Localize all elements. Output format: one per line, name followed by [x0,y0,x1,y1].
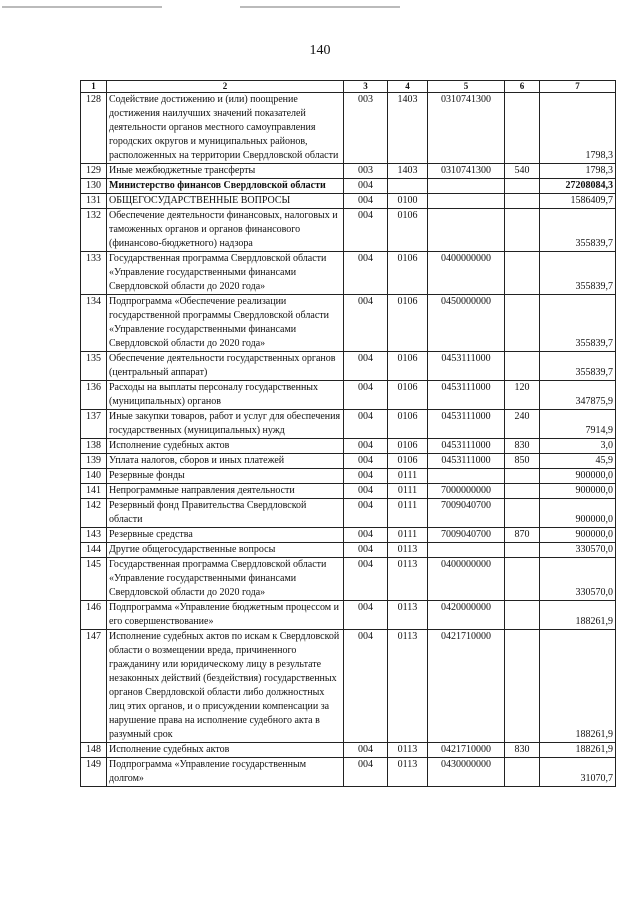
row-target-code: 0453111000 [428,410,505,439]
row-target-code: 0453111000 [428,381,505,410]
row-name: Подпрограмма «Управление бюджетным процессом и его совершенствование» [107,601,344,630]
header-col-1: 1 [81,81,107,93]
row-number: 134 [81,295,107,352]
row-section-code: 0106 [388,454,428,469]
row-number: 130 [81,179,107,194]
table-row [81,758,616,787]
row-expense-type [505,252,540,295]
row-name: Исполнение судебных актов [107,743,344,758]
row-number: 138 [81,439,107,454]
table-row [81,743,616,758]
row-ved-code: 004 [344,630,388,743]
row-expense-type [505,484,540,499]
row-section-code: 0111 [388,528,428,543]
row-ved-code: 004 [344,543,388,558]
row-expense-type [505,558,540,601]
row-ved-code: 004 [344,743,388,758]
row-amount: 188261,9 [540,743,616,758]
row-section-code: 1403 [388,93,428,164]
row-amount: 900000,0 [540,528,616,543]
row-amount: 27208084,3 [540,179,616,194]
row-name: Содействие достижению и (или) поощрение достижения наилучших значений показателей деятельности органов местного самоуправления городских округов и муниципальных районов, расположенных на территории Свердловской области [107,93,344,164]
row-amount: 188261,9 [540,601,616,630]
row-amount: 900000,0 [540,469,616,484]
row-name: Обеспечение деятельности финансовых, налоговых и таможенных органов и органов финансового (финансово-бюджетного) надзора [107,209,344,252]
row-name: Государственная программа Свердловской области «Управление государственными финансами Свердловской области до 2020 года» [107,558,344,601]
row-amount: 45,9 [540,454,616,469]
row-amount: 31070,7 [540,758,616,787]
row-amount: 1586409,7 [540,194,616,209]
row-amount: 1798,3 [540,93,616,164]
row-ved-code: 004 [344,454,388,469]
row-number: 143 [81,528,107,543]
row-section-code: 0113 [388,758,428,787]
row-number: 136 [81,381,107,410]
row-target-code: 7000000000 [428,484,505,499]
table-row [81,179,616,194]
row-name: Расходы на выплаты персоналу государственных (муниципальных) органов [107,381,344,410]
row-number: 146 [81,601,107,630]
row-ved-code: 004 [344,410,388,439]
row-ved-code: 004 [344,252,388,295]
table-header-row [81,81,616,93]
row-ved-code: 004 [344,528,388,543]
row-name: Другие общегосударственные вопросы [107,543,344,558]
row-number: 142 [81,499,107,528]
row-name: Исполнение судебных актов по искам к Свердловской области о возмещении вреда, причиненного гражданину или юридическому лицу в результате незаконных действий (бездействия) государственных органов Свердловской области либо должностных лиц этих органов, и о присуждении компенсации за нарушение права на исполнение судебного акта в разумный срок [107,630,344,743]
row-amount: 900000,0 [540,484,616,499]
header-col-5: 5 [428,81,505,93]
row-expense-type [505,194,540,209]
table-row [81,543,616,558]
row-target-code: 0310741300 [428,93,505,164]
row-expense-type [505,601,540,630]
row-amount: 355839,7 [540,295,616,352]
row-expense-type: 120 [505,381,540,410]
row-number: 145 [81,558,107,601]
row-ved-code: 004 [344,469,388,484]
row-expense-type: 830 [505,743,540,758]
row-section-code: 0113 [388,630,428,743]
row-amount: 900000,0 [540,499,616,528]
row-name: Подпрограмма «Обеспечение реализации государственной программы Свердловской области «Управление государственными финансами Свердловской области до 2020 года» [107,295,344,352]
row-expense-type [505,295,540,352]
row-name: Резервные фонды [107,469,344,484]
row-expense-type: 850 [505,454,540,469]
row-target-code: 0421710000 [428,743,505,758]
row-target-code [428,209,505,252]
row-ved-code: 004 [344,194,388,209]
row-name: Подпрограмма «Управление государственным долгом» [107,758,344,787]
row-expense-type: 240 [505,410,540,439]
row-expense-type [505,93,540,164]
row-name: Уплата налогов, сборов и иных платежей [107,454,344,469]
row-section-code: 0106 [388,295,428,352]
page-number: 140 [309,43,331,58]
table-row [81,454,616,469]
row-number: 141 [81,484,107,499]
row-amount: 7914,9 [540,410,616,439]
row-section-code: 0113 [388,543,428,558]
row-target-code: 0310741300 [428,164,505,179]
row-number: 149 [81,758,107,787]
row-number: 133 [81,252,107,295]
row-ved-code: 004 [344,179,388,194]
row-expense-type [505,469,540,484]
row-amount: 330570,0 [540,558,616,601]
row-amount: 1798,3 [540,164,616,179]
scan-artifact-right [240,6,400,8]
row-name: Обеспечение деятельности государственных органов (центральный аппарат) [107,352,344,381]
row-ved-code: 003 [344,93,388,164]
table-row [81,528,616,543]
row-expense-type [505,543,540,558]
row-name: Иные межбюджетные трансферты [107,164,344,179]
row-section-code: 1403 [388,164,428,179]
row-ved-code: 004 [344,499,388,528]
header-col-6: 6 [505,81,540,93]
row-number: 147 [81,630,107,743]
row-ved-code: 004 [344,209,388,252]
table-row [81,439,616,454]
row-section-code: 0111 [388,484,428,499]
table-row [81,630,616,743]
row-section-code: 0106 [388,381,428,410]
row-number: 129 [81,164,107,179]
row-target-code [428,469,505,484]
row-name: ОБЩЕГОСУДАРСТВЕННЫЕ ВОПРОСЫ [107,194,344,209]
row-section-code: 0100 [388,194,428,209]
row-ved-code: 004 [344,484,388,499]
row-amount: 188261,9 [540,630,616,743]
row-name: Резервный фонд Правительства Свердловской области [107,499,344,528]
row-number: 132 [81,209,107,252]
row-ved-code: 004 [344,439,388,454]
row-expense-type [505,499,540,528]
row-expense-type [505,758,540,787]
row-target-code: 0420000000 [428,601,505,630]
row-section-code: 0106 [388,209,428,252]
row-amount: 347875,9 [540,381,616,410]
row-ved-code: 003 [344,164,388,179]
row-target-code [428,194,505,209]
row-section-code: 0106 [388,252,428,295]
scan-artifact-left [2,6,162,8]
row-amount: 330570,0 [540,543,616,558]
row-number: 139 [81,454,107,469]
row-expense-type [505,179,540,194]
row-name: Иные закупки товаров, работ и услуг для обеспечения государственных (муниципальных) нужд [107,410,344,439]
row-amount: 3,0 [540,439,616,454]
table-row [81,469,616,484]
row-target-code: 0400000000 [428,558,505,601]
header-col-3: 3 [344,81,388,93]
budget-table [80,80,616,787]
row-target-code: 0430000000 [428,758,505,787]
row-target-code: 0450000000 [428,295,505,352]
row-expense-type [505,352,540,381]
row-expense-type: 540 [505,164,540,179]
row-amount: 355839,7 [540,209,616,252]
row-name: Министерство финансов Свердловской области [107,179,344,194]
row-number: 135 [81,352,107,381]
row-section-code: 0106 [388,352,428,381]
row-target-code: 7009040700 [428,499,505,528]
row-number: 128 [81,93,107,164]
row-target-code: 0453111000 [428,454,505,469]
row-number: 144 [81,543,107,558]
row-amount: 355839,7 [540,352,616,381]
row-ved-code: 004 [344,352,388,381]
row-name: Государственная программа Свердловской области «Управление государственными финансами Свердловской области до 2020 года» [107,252,344,295]
row-target-code: 7009040700 [428,528,505,543]
table-row [81,209,616,252]
row-section-code: 0113 [388,558,428,601]
row-name: Непрограммные направления деятельности [107,484,344,499]
table-body [81,93,616,787]
row-expense-type [505,209,540,252]
row-section-code: 0111 [388,469,428,484]
table-row [81,484,616,499]
table-row [81,194,616,209]
table-row [81,93,616,164]
row-target-code: 0400000000 [428,252,505,295]
table-row [81,499,616,528]
row-target-code: 0421710000 [428,630,505,743]
row-section-code: 0111 [388,499,428,528]
row-name: Исполнение судебных актов [107,439,344,454]
row-number: 131 [81,194,107,209]
row-ved-code: 004 [344,758,388,787]
table-row [81,252,616,295]
table-row [81,410,616,439]
row-section-code: 0113 [388,743,428,758]
table-row [81,295,616,352]
table-row [81,558,616,601]
row-ved-code: 004 [344,381,388,410]
table-row [81,164,616,179]
table-row [81,381,616,410]
header-col-2: 2 [107,81,344,93]
row-amount: 355839,7 [540,252,616,295]
row-number: 140 [81,469,107,484]
row-section-code [388,179,428,194]
row-target-code: 0453111000 [428,439,505,454]
row-section-code: 0106 [388,410,428,439]
table-row [81,352,616,381]
row-ved-code: 004 [344,601,388,630]
row-expense-type: 870 [505,528,540,543]
row-target-code: 0453111000 [428,352,505,381]
table-row [81,601,616,630]
row-section-code: 0113 [388,601,428,630]
row-number: 137 [81,410,107,439]
row-target-code [428,179,505,194]
row-expense-type: 830 [505,439,540,454]
row-ved-code: 004 [344,295,388,352]
row-target-code [428,543,505,558]
row-name: Резервные средства [107,528,344,543]
row-ved-code: 004 [344,558,388,601]
header-col-4: 4 [388,81,428,93]
row-number: 148 [81,743,107,758]
row-expense-type [505,630,540,743]
header-col-7: 7 [540,81,616,93]
row-section-code: 0106 [388,439,428,454]
